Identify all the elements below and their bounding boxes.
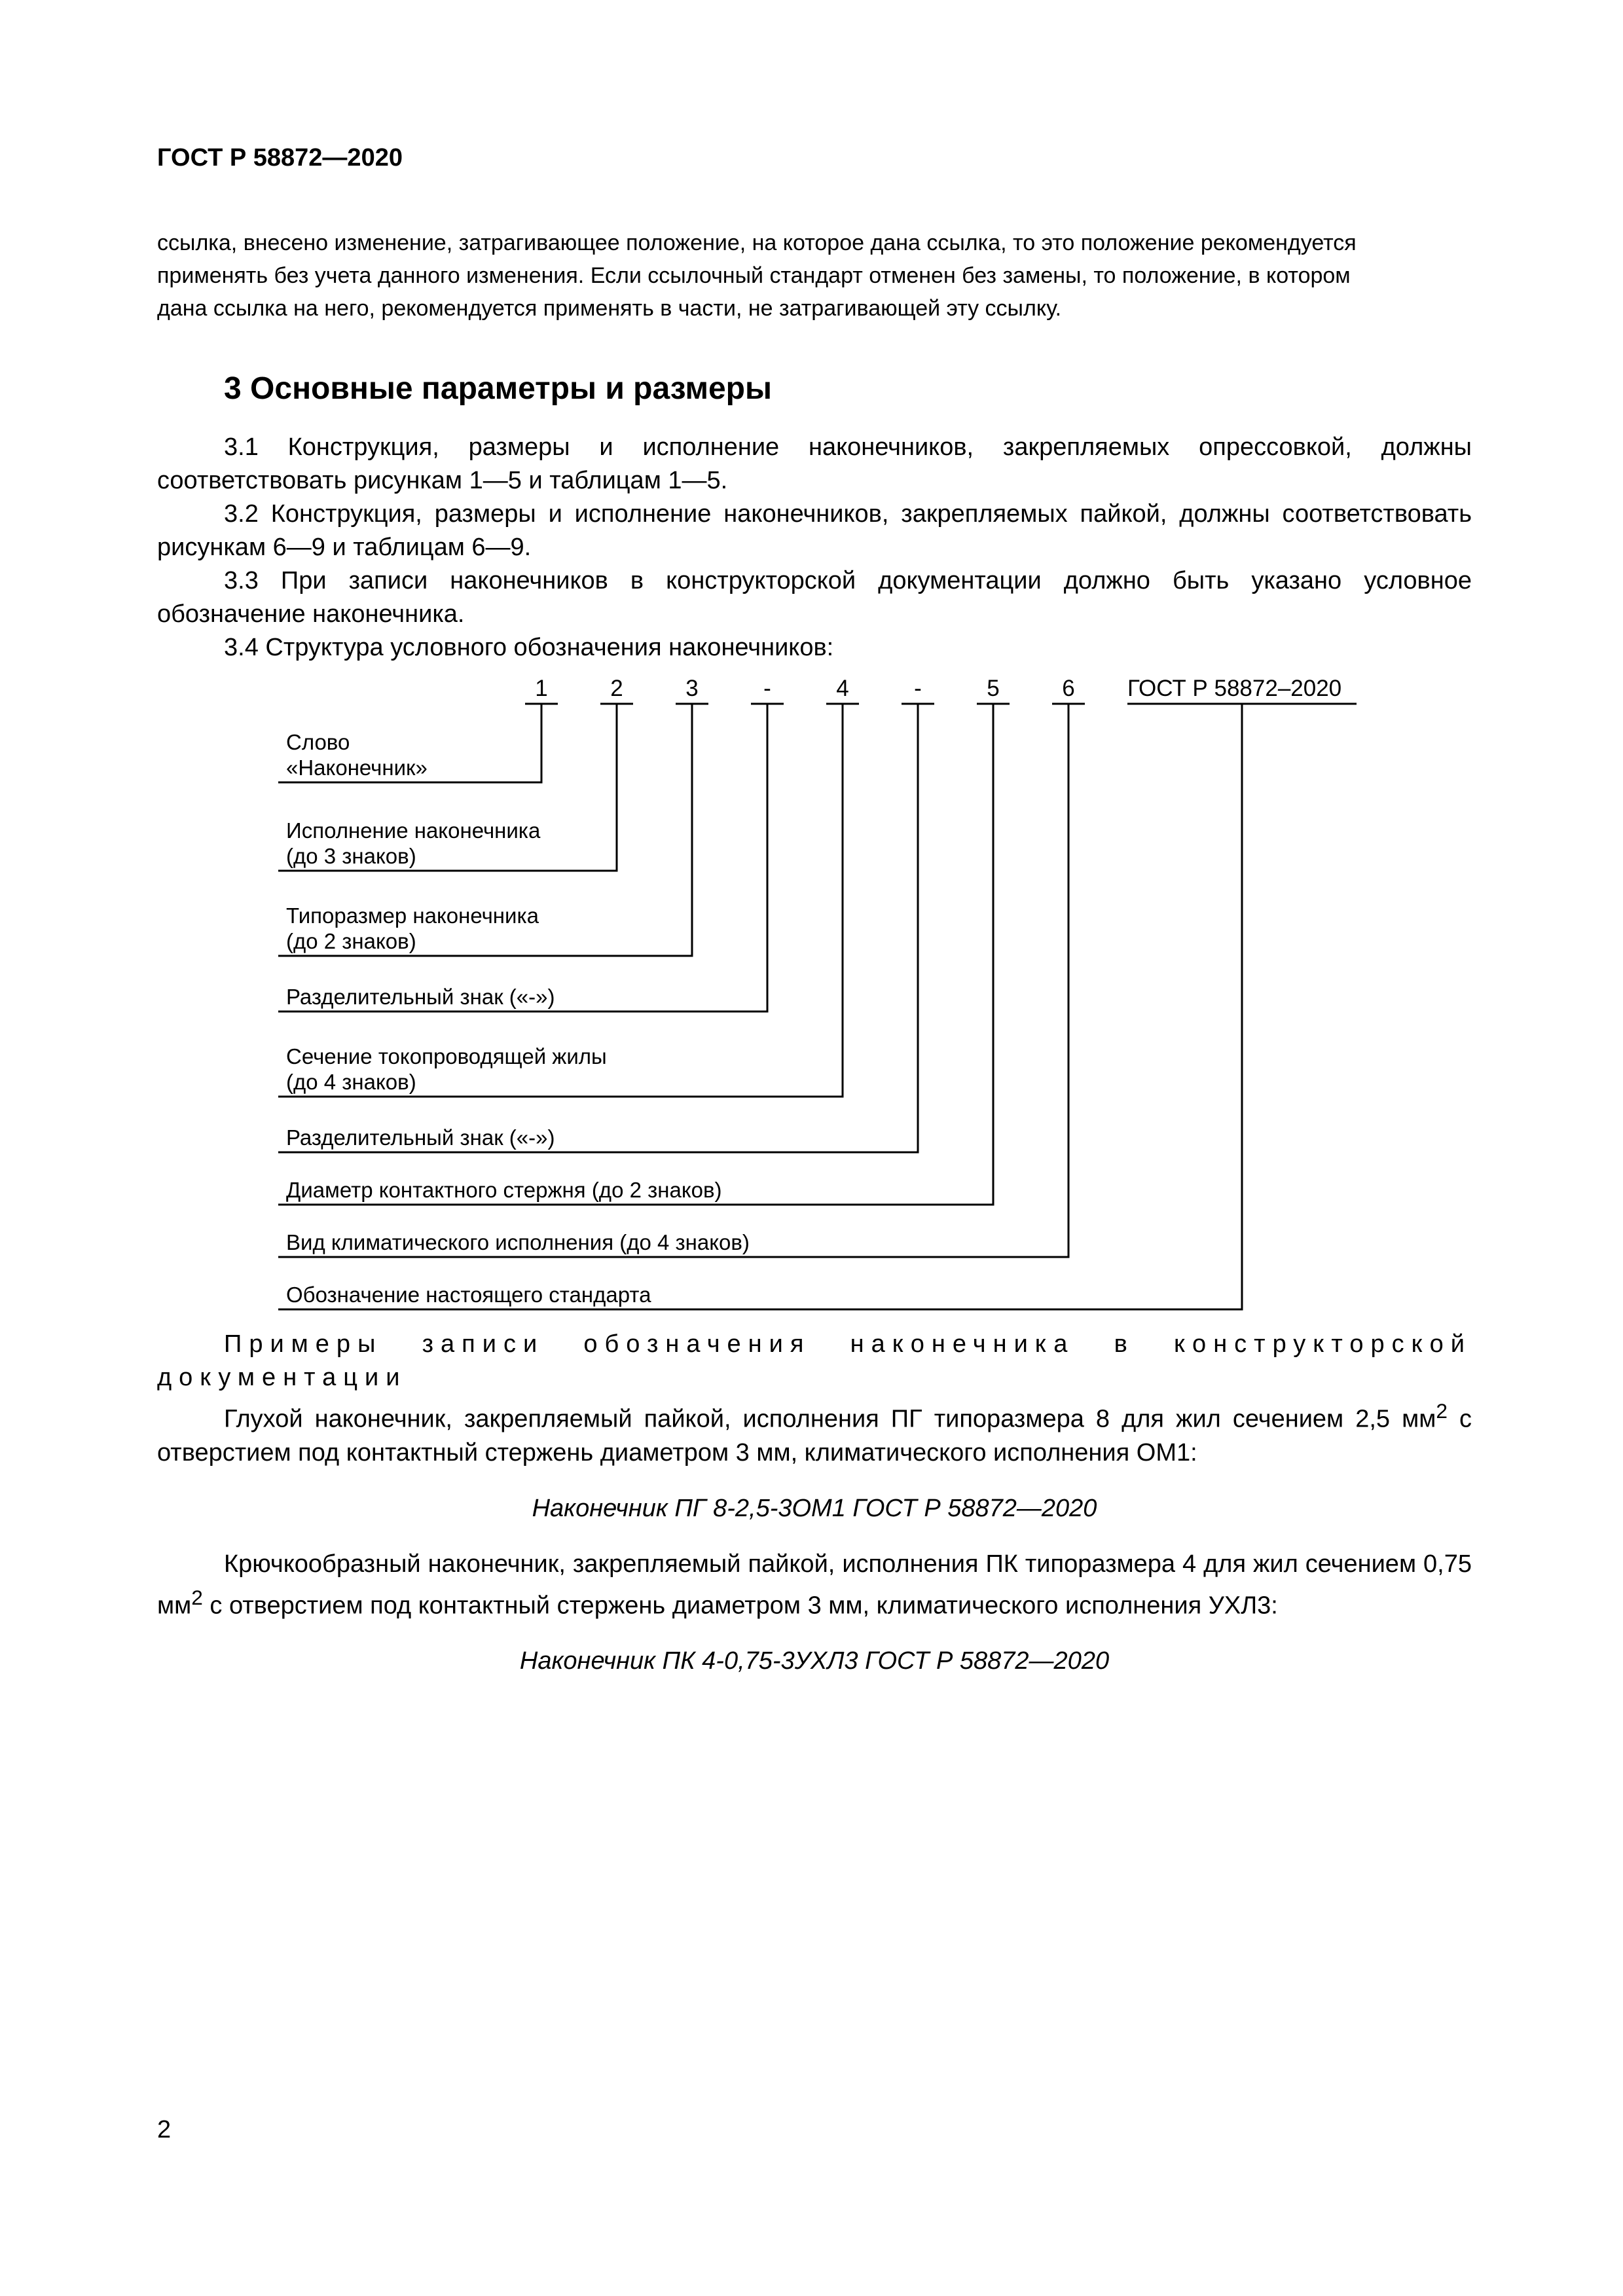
leader-line bbox=[278, 704, 843, 1097]
superscript: 2 bbox=[191, 1585, 203, 1609]
examples-block bbox=[157, 1328, 1472, 1700]
example-text bbox=[157, 1394, 1472, 1470]
structure-label: (до 4 знаков) bbox=[286, 1070, 416, 1094]
examples-heading: Примеры записи обозначения наконечника в конструкторской документации bbox=[157, 1330, 1472, 1391]
example-text-part: с отверстием под контактный стержень диаметром 3 мм, климатического исполнения ОМ1: bbox=[157, 1405, 1472, 1467]
structure-label: Сечение токопроводящей жилы bbox=[286, 1044, 607, 1068]
leader-line bbox=[278, 704, 767, 1011]
structure-label: (до 2 знаков) bbox=[286, 929, 416, 953]
position-code: - bbox=[763, 676, 771, 701]
structure-label: Типоразмер наконечника bbox=[286, 903, 539, 928]
position-code: 2 bbox=[610, 676, 623, 701]
position-code: 1 bbox=[535, 676, 548, 701]
structure-label: Исполнение наконечника bbox=[286, 818, 541, 843]
position-code: 4 bbox=[836, 676, 849, 701]
structure-label: Вид климатического исполнения (до 4 знаков) bbox=[286, 1230, 750, 1254]
section-paragraphs bbox=[157, 431, 1472, 665]
superscript: 2 bbox=[1436, 1399, 1448, 1423]
page-header-standard: ГОСТ Р 58872—2020 bbox=[157, 144, 403, 172]
position-code: 3 bbox=[685, 676, 699, 701]
leader-line bbox=[278, 704, 918, 1152]
intro-line: ссылка, внесено изменение, затрагивающее положение, на которое дана ссылка, то это положение рекомендуется bbox=[157, 230, 1357, 255]
position-code: - bbox=[914, 676, 922, 701]
paragraph-3-3: 3.3 При записи наконечников в конструкторской документации должно быть указано условное обозначение наконечника. bbox=[157, 567, 1472, 628]
structure-label: Обозначение настоящего стандарта bbox=[286, 1283, 651, 1307]
intro-text bbox=[157, 227, 1470, 325]
leader-line bbox=[278, 704, 993, 1205]
example-designation: Наконечник ПК 4-0,75-3УХЛ3 ГОСТ Р 58872—2020 bbox=[519, 1647, 1110, 1675]
leader-line bbox=[278, 704, 541, 782]
leader-line bbox=[278, 704, 1068, 1257]
page-number: 2 bbox=[157, 2116, 172, 2143]
leader-line bbox=[278, 704, 692, 956]
example-text-part: Крючкообразный наконечник, закрепляемый пайкой, исполнения ПК типоразмера 4 для жил сечением 0,75 мм bbox=[157, 1550, 1472, 1620]
structure-label: Разделительный знак («-») bbox=[286, 985, 555, 1009]
intro-line: дана ссылка на него, рекомендуется применять в части, не затрагивающей эту ссылку. bbox=[157, 296, 1062, 321]
standard-code: ГОСТ Р 58872–2020 bbox=[1127, 676, 1342, 701]
paragraph-3-4: 3.4 Структура условного обозначения наконечников: bbox=[224, 634, 834, 661]
leader-line bbox=[278, 704, 1242, 1309]
paragraph-3-1: 3.1 Конструкция, размеры и исполнение наконечников, закрепляемых опрессовкой, должны соответствовать рисункам 1—5 и таблицам 1—5. bbox=[157, 433, 1472, 494]
intro-line: применять без учета данного изменения. Если ссылочный стандарт отменен без замены, то положение, в котором bbox=[157, 263, 1351, 288]
position-code: 6 bbox=[1062, 676, 1075, 701]
section-title: 3 Основные параметры и размеры bbox=[224, 371, 772, 406]
leader-line bbox=[278, 704, 617, 871]
position-code: 5 bbox=[987, 676, 1000, 701]
example-text-part: с отверстием под контактный стержень диаметром 3 мм, климатического исполнения УХЛ3: bbox=[202, 1592, 1278, 1620]
example-designation: Наконечник ПГ 8-2,5-3ОМ1 ГОСТ Р 58872—2020 bbox=[532, 1494, 1097, 1522]
example-text-part: Глухой наконечник, закрепляемый пайкой, исполнения ПГ типоразмера 8 для жил сечением 2,5 мм bbox=[224, 1405, 1436, 1433]
structure-label: Диаметр контактного стержня (до 2 знаков) bbox=[286, 1178, 722, 1202]
structure-label: Разделительный знак («-») bbox=[286, 1125, 555, 1150]
structure-label: (до 3 знаков) bbox=[286, 844, 416, 868]
paragraph-3-2: 3.2 Конструкция, размеры и исполнение наконечников, закрепляемых пайкой, должны соответствовать рисункам 6—9 и таблицам 6—9. bbox=[157, 500, 1472, 561]
structure-label: Слово bbox=[286, 730, 350, 754]
structure-label: «Наконечник» bbox=[286, 756, 428, 780]
example-text bbox=[157, 1548, 1472, 1623]
